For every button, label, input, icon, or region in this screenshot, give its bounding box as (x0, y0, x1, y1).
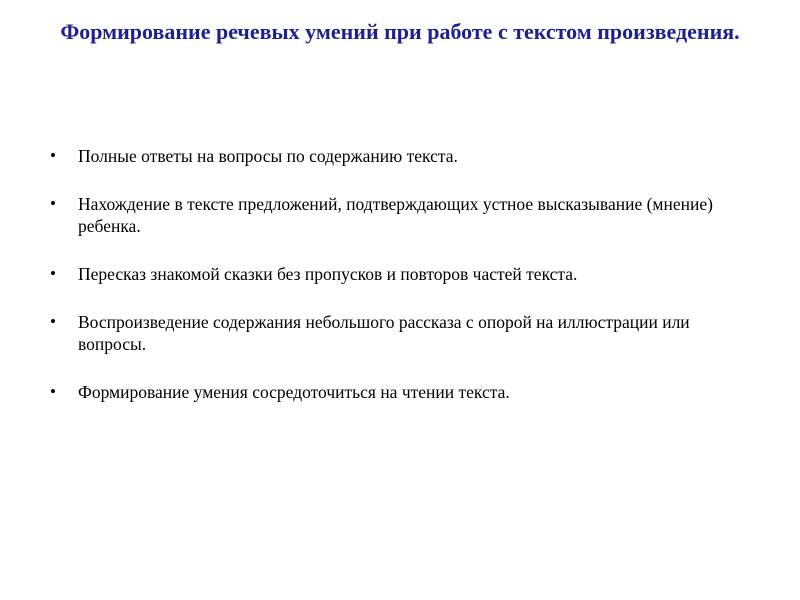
bullet-marker-icon: • (50, 312, 56, 331)
bullet-marker-icon: • (50, 146, 56, 165)
bullet-item (50, 311, 750, 355)
bullet-item (50, 263, 750, 285)
bullet-marker-icon: • (50, 194, 56, 213)
bullet-text: Полные ответы на вопросы по содержанию текста. (78, 146, 458, 166)
bullet-marker-icon: • (50, 382, 56, 401)
bullet-text: Пересказ знакомой сказки без пропусков и повторов частей текста. (78, 264, 578, 284)
bullet-item (50, 381, 750, 403)
bullet-marker-icon: • (50, 264, 56, 283)
bullet-text: Формирование умения сосредоточиться на чтении текста. (78, 382, 510, 402)
slide-title: Формирование речевых умений при работе с текстом произведения. (60, 19, 740, 44)
bullet-item (50, 193, 750, 237)
bullet-text: Нахождение в тексте предложений, подтверждающих устное высказывание (мнение) ребенка. (78, 194, 713, 236)
bullet-item (50, 145, 750, 167)
bullet-list (50, 145, 750, 429)
bullet-text: Воспроизведение содержания небольшого рассказа с опорой на иллюстрации или вопросы. (78, 312, 690, 354)
